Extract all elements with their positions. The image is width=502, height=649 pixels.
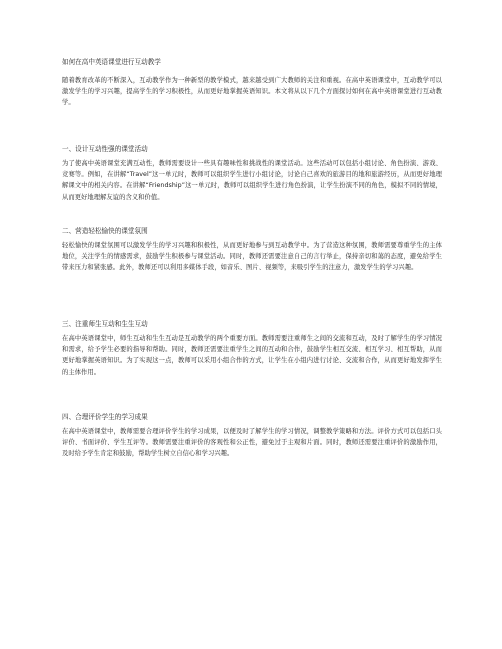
section-body-3: 在高中英语课堂中，师生互动和生生互动是互动教学的两个重要方面。教师需要注重师生之间的交流和互动，及时了解学生的学习情况和需求，给予学生必要的指导和帮助。同时，教师还需要注重学生之间的互动和合作，鼓励学生相互交流、相互学习、相互帮助，从而更好地掌握英语知识。为了实现这一点，教师可以采用小组合作的方式，让学生在小组内进行讨论、交流和合作，从而更好地发挥学生的主体作用。 xyxy=(62,335,442,376)
section-body-1: 为了使高中英语课堂充满互动性，教师需要设计一些具有趣味性和挑战性的课堂活动。这些活动可以包括小组讨论、角色扮演、游戏、竞赛等。例如，在讲解“Travel”这一单元时，教师可以组织学生进行小组讨论，讨论自己喜欢的旅游目的地和旅游经历，从而更好地理解课文中的相关内容。在讲解“Friendship”这一单元时，教师可以组织学生进行角色扮演，让学生扮演不同的角色，模拟不同的情境，从而更好地理解友谊的含义和价值。 xyxy=(62,160,442,201)
section-body-4: 在高中英语课堂中，教师需要合理评价学生的学习成果，以便及时了解学生的学习情况，调整教学策略和方法。评价方式可以包括口头评价、书面评价、学生互评等。教师需要注重评价的客观性和公正性，避免过于主观和片面。同时，教师还需要注重评价的激励作用，及时给予学生肯定和鼓励，帮助学生树立自信心和学习兴趣。 xyxy=(62,428,442,458)
intro-paragraph: 随着教育改革的不断深入，互动教学作为一种新型的教学模式，越来越受到广大教师的关注和重视。在高中英语课堂中，互动教学可以激发学生的学习兴趣，提高学生的学习积极性，从而更好地掌握英语知识。本文将从以下几个方面探讨如何在高中英语课堂进行互动教学。 xyxy=(62,77,442,107)
section-heading-2: 二、营造轻松愉快的课堂氛围 xyxy=(62,227,148,235)
section-heading-3: 三、注重师生互动和生生互动 xyxy=(62,320,148,328)
document-title: 如何在高中英语课堂进行互动教学 xyxy=(62,58,161,66)
section-body-2: 轻松愉快的课堂氛围可以激发学生的学习兴趣和积极性，从而更好地参与到互动教学中。为了营造这种氛围，教师需要尊重学生的主体地位，关注学生的情感需求，鼓励学生积极参与课堂活动。同时，教师还需要注意自己的言行举止，保持亲切和蔼的态度，避免给学生带来压力和紧张感。此外，教师还可以利用多媒体手段，如音乐、图片、视频等，来吸引学生的注意力，激发学生的学习兴趣。 xyxy=(62,242,442,272)
section-heading-1: 一、设计互动性强的课堂活动 xyxy=(62,145,148,153)
section-heading-4: 四、合理评价学生的学习成果 xyxy=(62,413,148,421)
